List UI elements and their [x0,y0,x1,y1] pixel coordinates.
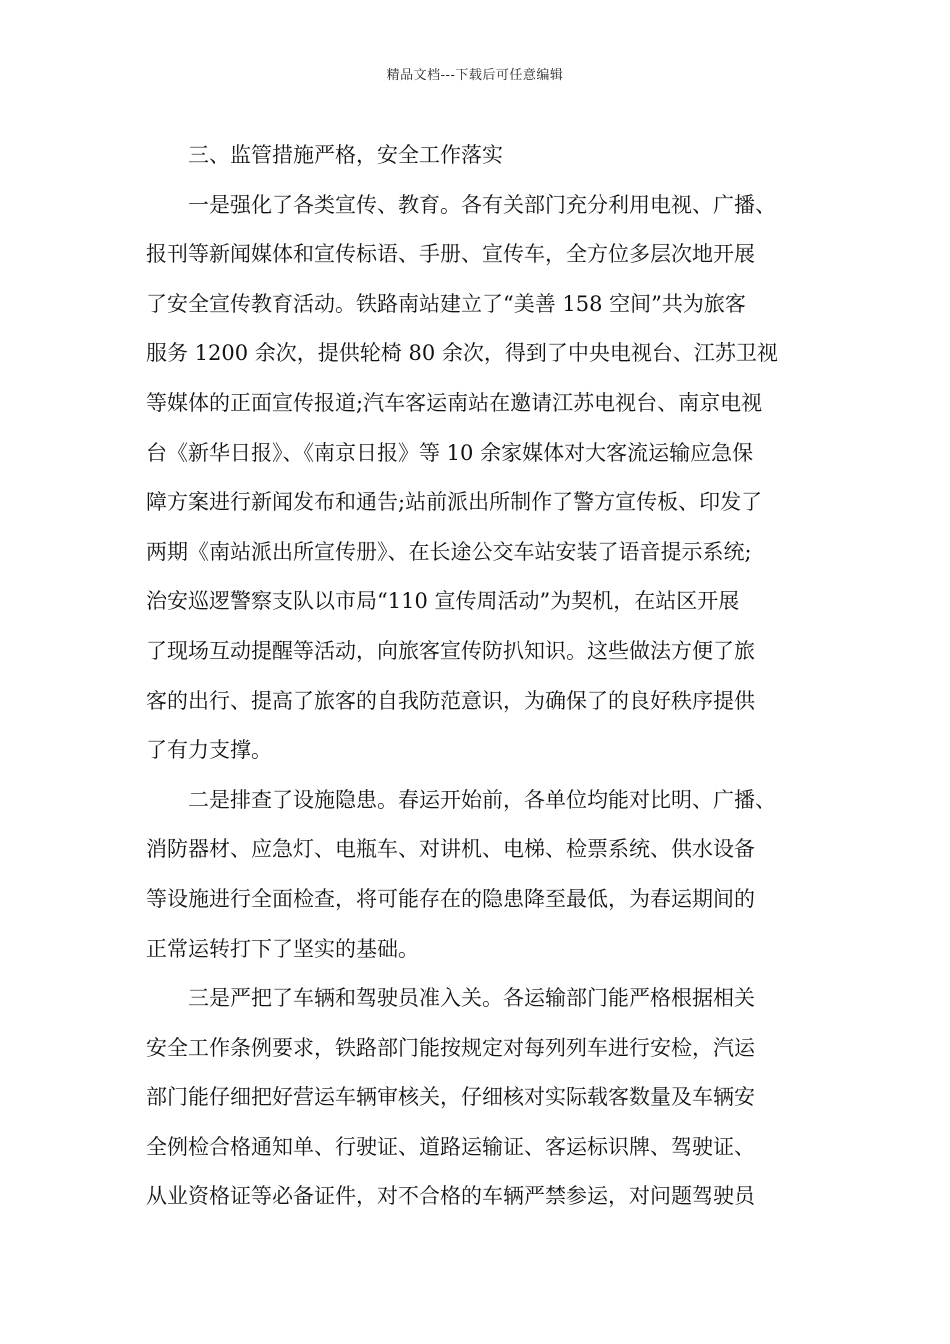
paragraph-line: 二是排查了设施隐患。春运开始前，各单位均能对比明、广播、 [188,787,776,812]
document-body [146,131,810,1222]
paragraph-line: 障方案进行新闻发布和通告;站前派出所制作了警方宣传板、印发了 [146,490,763,515]
paragraph-line: 台《新华日报》、《南京日报》等 10 余家媒体对大客流运输应急保 [146,440,754,465]
paragraph-line: 等媒体的正面宣传报道;汽车客运南站在邀请江苏电视台、南京电视 [146,390,763,415]
paragraph-line: 服务 1200 余次，提供轮椅 80 余次，得到了中央电视台、江苏卫视 [146,341,778,366]
paragraph-line: 治安巡逻警察支队以市局“110 宣传周活动”为契机，在站区开展 [146,589,740,614]
paragraph-line: 一是强化了各类宣传、教育。各有关部门充分利用电视、广播、 [188,192,776,217]
paragraph-line: 报刊等新闻媒体和宣传标语、手册、宣传车，全方位多层次地开展 [146,242,755,267]
paragraph-line: 两期《南站派出所宣传册》、在长途公交车站安装了语音提示系统; [146,539,752,564]
paragraph-line: 等设施进行全面检查，将可能存在的隐患降至最低，为春运期间的 [146,886,755,911]
paragraph-line: 三是严把了车辆和驾驶员准入关。各运输部门能严格根据相关 [188,986,755,1011]
paragraph-line: 消防器材、应急灯、电瓶车、对讲机、电梯、检票系统、供水设备 [146,837,755,862]
paragraph-line: 部门能仔细把好营运车辆审核关，仔细核对实际载客数量及车辆安 [146,1085,755,1110]
paragraph-line: 了安全宣传教育活动。铁路南站建立了“美善 158 空间”共为旅客 [146,291,746,316]
section-heading: 三、监管措施严格，安全工作落实 [188,143,503,167]
paragraph-line: 从业资格证等必备证件，对不合格的车辆严禁参运，对问题驾驶员 [146,1184,755,1209]
paragraph-line: 了现场互动提醒等活动，向旅客宣传防扒知识。这些做法方便了旅 [146,638,755,663]
paragraph-line: 客的出行、提高了旅客的自我防范意识，为确保了的良好秩序提供 [146,688,755,713]
paragraph-line: 全例检合格通知单、行驶证、道路运输证、客运标识牌、驾驶证、 [146,1134,755,1159]
paragraph-line: 正常运转打下了坚实的基础。 [146,936,419,961]
page-header-note: 精品文档---下载后可任意编辑 [386,68,564,83]
paragraph-line: 安全工作条例要求，铁路部门能按规定对每列列车进行安检，汽运 [146,1035,755,1060]
paragraph-line: 了有力支撑。 [146,738,272,763]
